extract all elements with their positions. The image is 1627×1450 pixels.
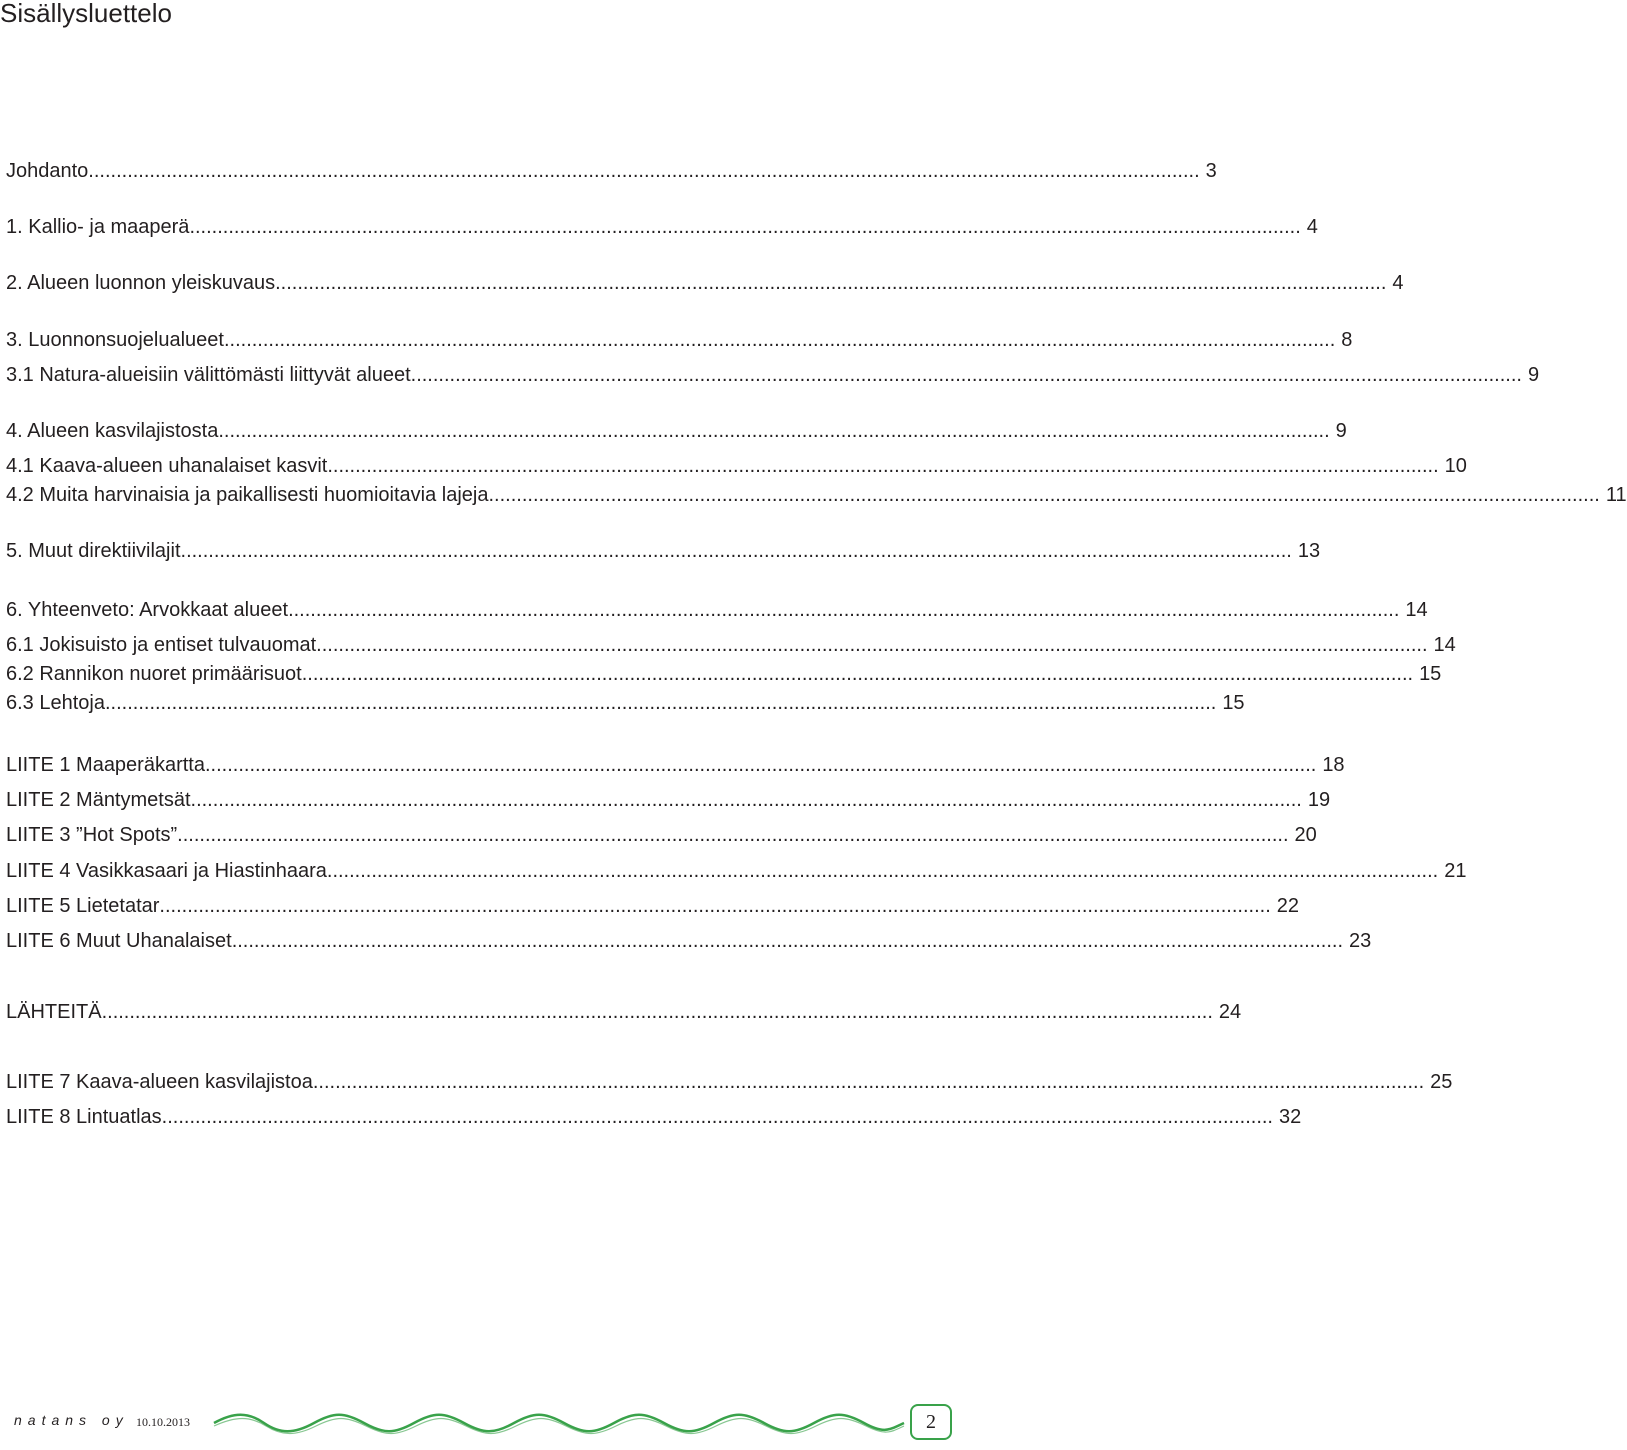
toc-entry-label: 4.1 Kaava-alueen uhanalaiset kasvit	[6, 455, 328, 477]
toc-entry-page: 3	[1205, 160, 1217, 182]
toc-entry-label: LIITE 3 ”Hot Spots”	[6, 824, 178, 846]
page-number-badge: 2	[910, 1404, 952, 1440]
toc-leader-dots: ........................................................................................................................................................................................................	[101, 1001, 1213, 1023]
toc-entry[interactable]	[6, 631, 1456, 657]
toc-entry-page: 21	[1444, 860, 1467, 882]
toc-entry-page: 4	[1306, 216, 1318, 238]
toc-leader-dots: ........................................................................................................................................................................................................	[104, 692, 1217, 714]
toc-entry-page: 15	[1222, 692, 1245, 714]
toc-entry-label: LIITE 5 Lietetatar	[6, 895, 160, 917]
toc-entry-label: 2. Alueen luonnon yleiskuvaus	[6, 272, 276, 294]
toc-entry-page: 9	[1335, 420, 1347, 442]
toc-leader-dots: ........................................................................................................................................................................................................	[177, 824, 1289, 846]
toc-entry-page: 10	[1444, 455, 1467, 477]
toc-entry[interactable]	[6, 821, 1317, 847]
toc-leader-dots: ........................................................................................................................................................................................................	[327, 455, 1439, 477]
toc-entry[interactable]	[6, 326, 1353, 352]
toc-entry[interactable]	[6, 892, 1299, 918]
toc-entry[interactable]	[6, 1068, 1453, 1094]
toc-leader-dots: ........................................................................................................................................................................................................	[410, 364, 1522, 386]
toc-entry-page: 14	[1433, 634, 1456, 656]
toc-entry-label: 3.1 Natura-alueisiin välittömästi liittyvät alueet	[6, 364, 411, 386]
toc-entry-page: 24	[1218, 1001, 1242, 1023]
toc-entry-label: LÄHTEITÄ	[6, 1001, 102, 1023]
page-title: Sisällysluettelo	[0, 0, 172, 28]
toc-leader-dots: ........................................................................................................................................................................................................	[312, 1071, 1425, 1093]
toc-entry-page: 20	[1294, 824, 1317, 846]
toc-entry-label: 5. Muut direktiivilajit	[6, 540, 181, 562]
toc-entry-label: LIITE 7 Kaava-alueen kasvilajistoa	[6, 1071, 313, 1093]
toc-leader-dots: ........................................................................................................................................................................................................	[190, 789, 1302, 811]
toc-entry[interactable]	[6, 361, 1540, 387]
toc-entry-label: 6. Yhteenveto: Arvokkaat alueet	[6, 599, 289, 621]
toc-leader-dots: ........................................................................................................................................................................................................	[88, 160, 1200, 182]
toc-entry-label: Johdanto	[6, 160, 89, 182]
toc-entry[interactable]	[6, 537, 1321, 563]
toc-leader-dots: ........................................................................................................................................................................................................	[189, 216, 1301, 238]
toc-entry-label: LIITE 1 Maaperäkartta	[6, 754, 205, 776]
toc-entry-label: 1. Kallio- ja maaperä	[6, 216, 190, 238]
toc-entry-page: 18	[1322, 754, 1345, 776]
toc-entry[interactable]	[6, 157, 1217, 183]
toc-entry-label: 4. Alueen kasvilajistosta	[6, 420, 219, 442]
page-footer	[0, 1400, 960, 1450]
toc-entry[interactable]	[6, 452, 1467, 478]
toc-leader-dots: ........................................................................................................................................................................................................	[159, 895, 1271, 917]
toc-entry-label: 6.3 Lehtoja	[6, 692, 105, 714]
toc-entry-label: 6.1 Jokisuisto ja entiset tulvauomat	[6, 634, 317, 656]
toc-entry-page: 9	[1527, 364, 1540, 386]
toc-entry-page: 11	[1605, 484, 1627, 506]
footer-brand: natans oy	[14, 1412, 129, 1428]
toc-entry[interactable]	[6, 660, 1442, 686]
toc-entry-page: 22	[1276, 895, 1299, 917]
toc-entry[interactable]	[6, 751, 1345, 777]
toc-entry-page: 32	[1278, 1106, 1302, 1128]
toc-entry[interactable]	[6, 481, 1627, 507]
toc-leader-dots: ........................................................................................................................................................................................................	[161, 1106, 1273, 1128]
toc-entry-label: LIITE 4 Vasikkasaari ja Hiastinhaara	[6, 860, 327, 882]
toc-entry-page: 19	[1307, 789, 1331, 811]
toc-leader-dots: ........................................................................................................................................................................................................	[218, 420, 1330, 442]
toc-entry-label: 6.2 Rannikon nuoret primäärisuot	[6, 663, 302, 685]
toc-entry-page: 23	[1349, 930, 1372, 952]
toc-entry[interactable]	[6, 596, 1428, 622]
toc-entry-page: 8	[1341, 329, 1353, 351]
toc-entry-label: LIITE 6 Muut Uhanalaiset	[6, 930, 232, 952]
toc-leader-dots: ........................................................................................................................................................................................................	[231, 930, 1344, 952]
toc-leader-dots: ........................................................................................................................................................................................................	[301, 663, 1414, 685]
toc-entry-label: LIITE 8 Lintuatlas	[6, 1106, 162, 1128]
toc-entry[interactable]	[6, 417, 1347, 443]
toc-entry[interactable]	[6, 927, 1372, 953]
toc-leader-dots: ........................................................................................................................................................................................................	[288, 599, 1400, 621]
toc-entry-page: 14	[1405, 599, 1428, 621]
toc-entry-page: 25	[1430, 1071, 1453, 1093]
toc-entry[interactable]	[6, 213, 1318, 239]
toc-entry[interactable]	[6, 689, 1245, 715]
toc-entry[interactable]	[6, 1103, 1302, 1129]
toc-entry-label: LIITE 2 Mäntymetsät	[6, 789, 191, 811]
toc-entry-page: 15	[1419, 663, 1442, 685]
toc-entry-label: 3. Luonnonsuojelualueet	[6, 329, 224, 351]
toc-entry[interactable]	[6, 857, 1467, 883]
toc-entry-page: 4	[1392, 272, 1404, 294]
toc-leader-dots: ........................................................................................................................................................................................................	[223, 329, 1336, 351]
toc-leader-dots: ........................................................................................................................................................................................................	[275, 272, 1387, 294]
toc-leader-dots: ........................................................................................................................................................................................................	[316, 634, 1428, 656]
wave-ornament-icon	[214, 1410, 904, 1436]
toc-entry[interactable]	[6, 998, 1242, 1024]
footer-date: 10.10.2013	[136, 1415, 190, 1429]
toc-leader-dots: ........................................................................................................................................................................................................	[180, 540, 1292, 562]
toc-entry-label: 4.2 Muita harvinaisia ja paikallisesti huomioitavia lajeja	[6, 484, 489, 506]
toc-leader-dots: ........................................................................................................................................................................................................	[204, 754, 1317, 776]
toc-entry-page: 13	[1297, 540, 1321, 562]
toc-leader-dots: ........................................................................................................................................................................................................	[326, 860, 1439, 882]
toc-entry[interactable]	[6, 786, 1331, 812]
toc-entry[interactable]	[6, 269, 1404, 295]
toc-leader-dots: ........................................................................................................................................................................................................	[488, 484, 1600, 506]
